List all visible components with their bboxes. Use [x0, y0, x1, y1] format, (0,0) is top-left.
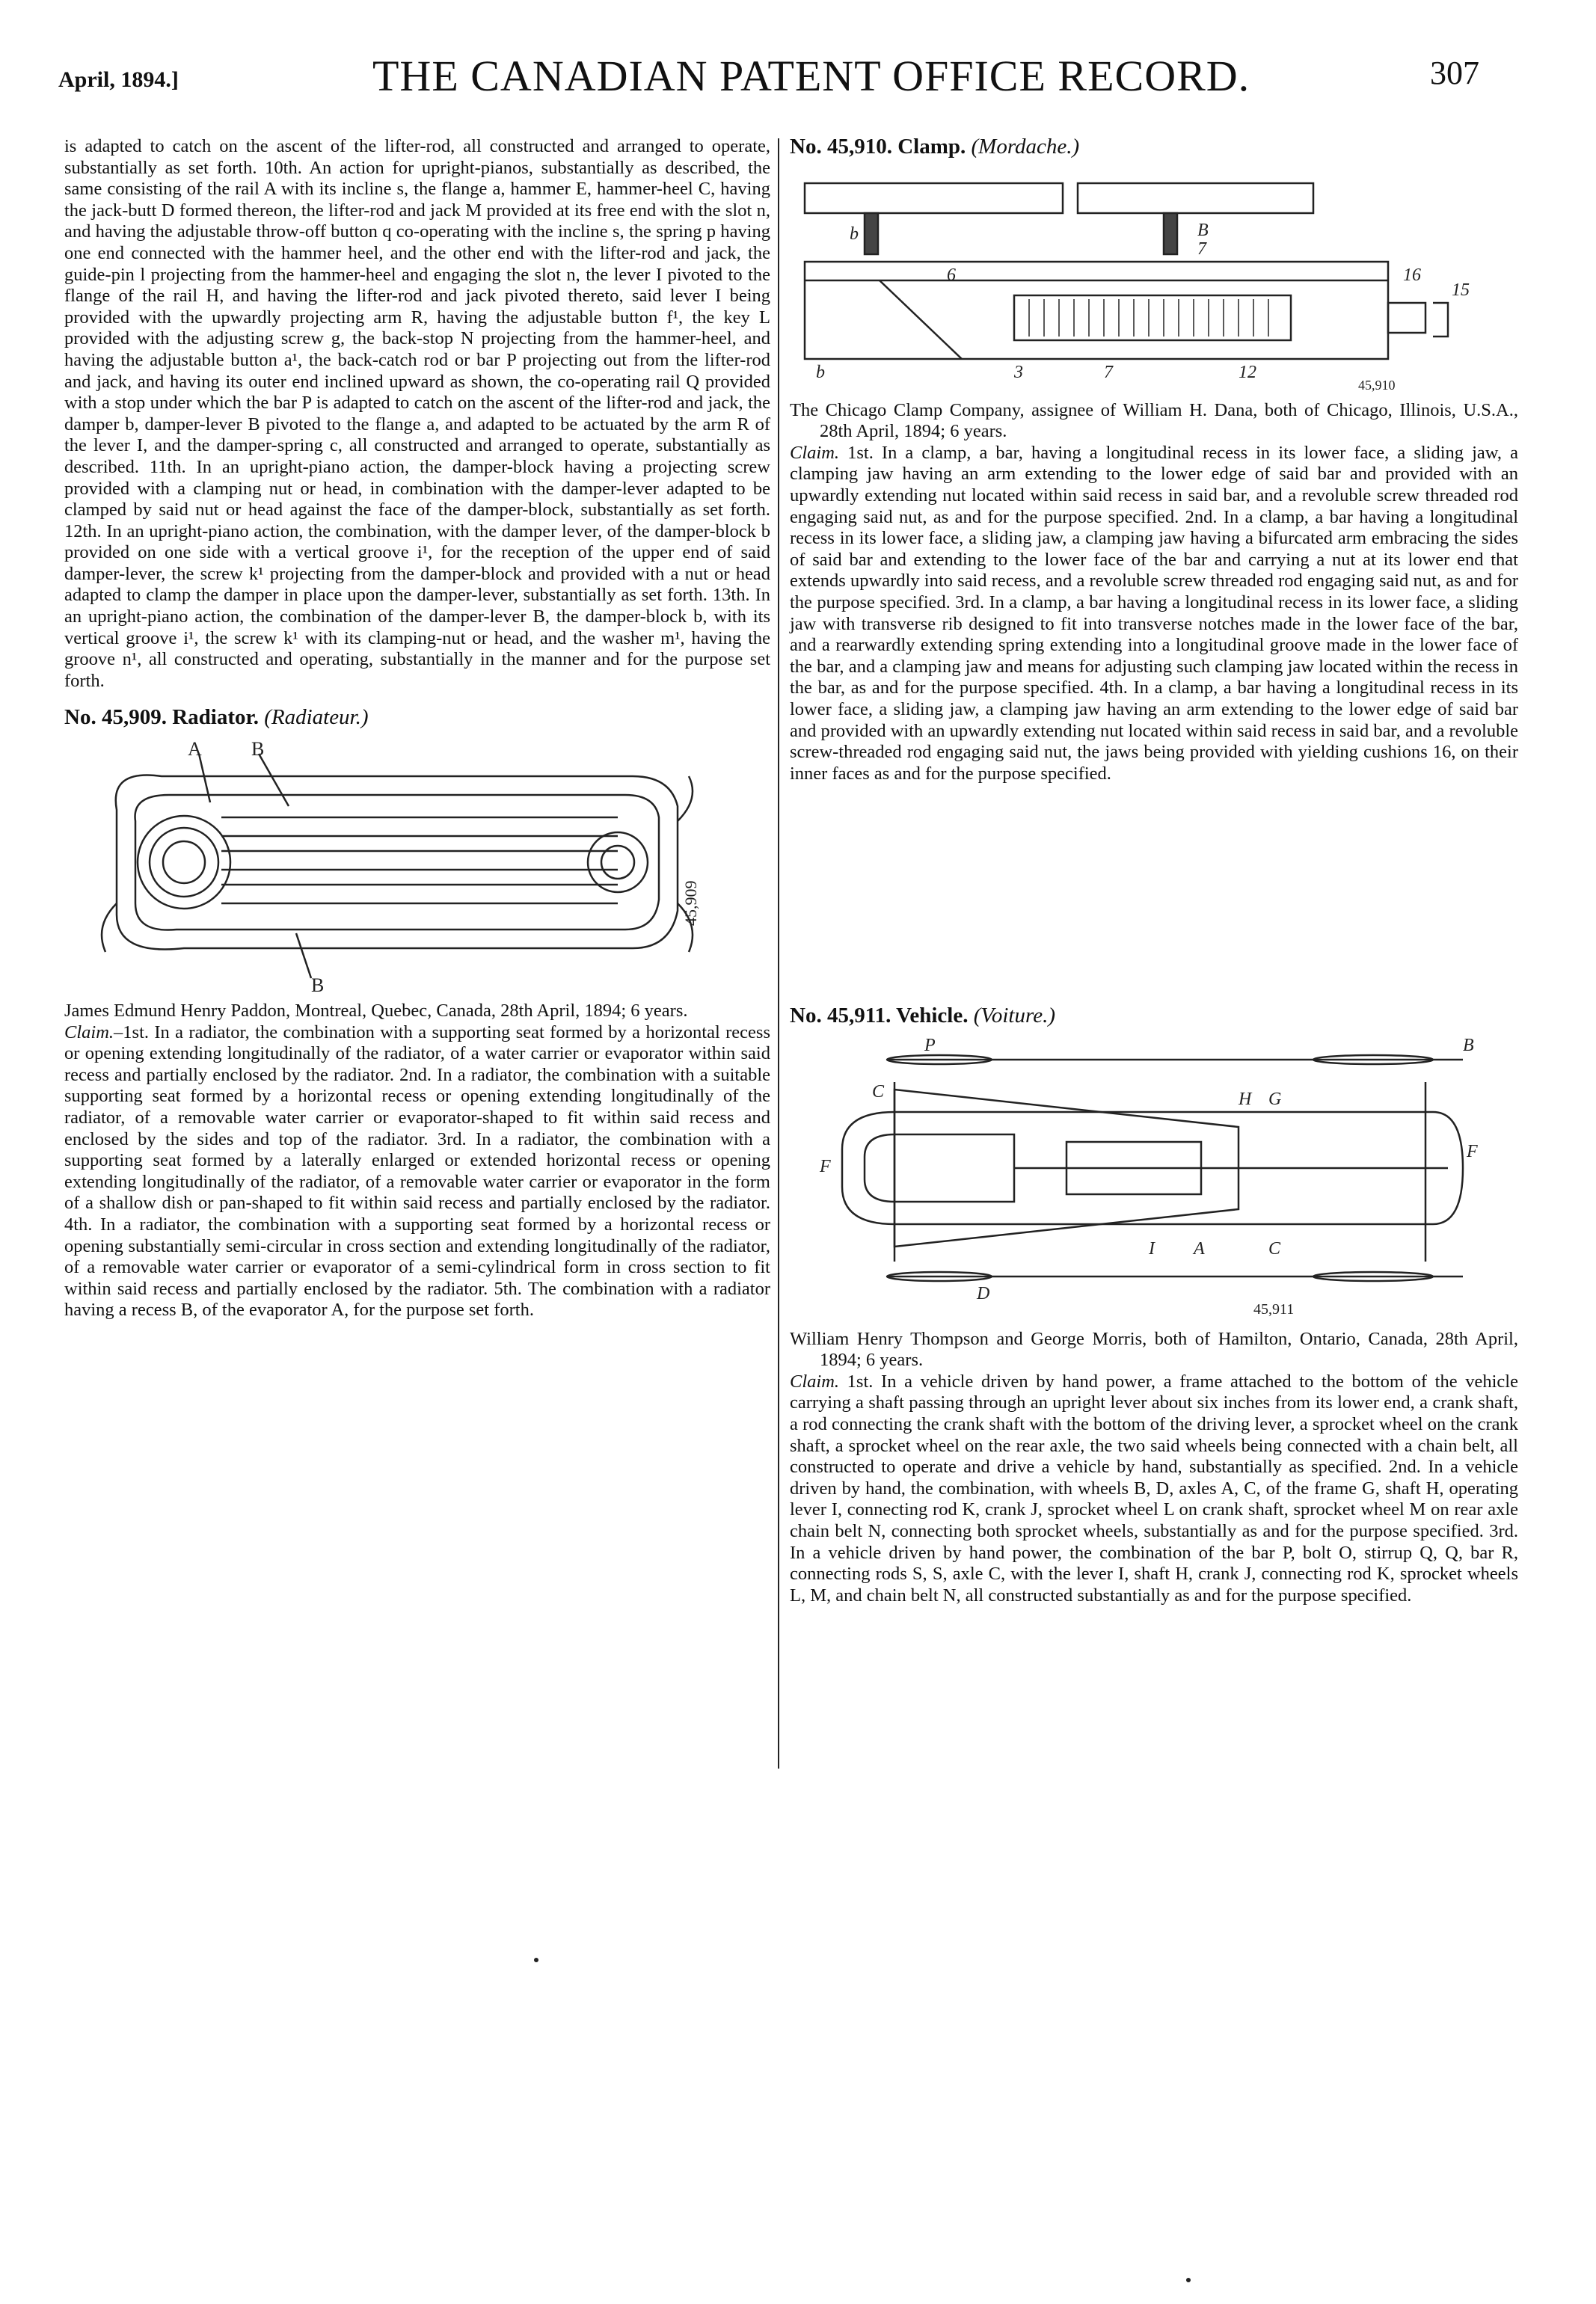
left-column [64, 136, 770, 1321]
fig-number: 45,910 [1358, 377, 1396, 393]
claim-continuation: is adapted to catch on the ascent of the lifter-rod, all constructed and arranged to operate, substantially as set forth. 10th. An action for upright-pianos, substantially as described, the same consisting of the rail A with its incline s, the flange a, hammer E, hammer-heel C, having the jack-butt D formed thereon, the lifter-rod and jack M provided at its free end with the slot n, and having the adjustable throw-off button q co-operating with the incline s, the spring p having one end connected with the hammer heel, and the other end with the lifter-rod and jack, the guide-pin l projecting from the hammer-heel and engaging the slot n, the lever I pivoted to the flange of the rail H, and having the lifter-rod and jack pivoted thereto, said lever I being provided with the upwardly projecting arm R, having the adjustable button f¹, the key L provided with the adjusting screw g, the back-stop N projecting from the hammer-heel, and having the adjustable button a¹, the back-catch rod or bar P projecting out from the lifter-rod and jack, and having its outer end inclined upward as shown, the co-operating rail Q provided with a stop under which the bar P is adapted to catch on the ascent of the lifter-rod and jack, the damper b, damper-lever B pivoted to the flange a, and adapted to be actuated by the arm R of the lever I, and the damper-spring c, all constructed and arranged to operate, substantially as described. 11th. In an upright-piano action, the damper-block having a projecting screw provided with a clamping nut or head, in combination with the damper-lever adapted to be clamped by said nut or head against the face of the damper-block, substantially as set forth. 12th. In an upright-piano action, the combination, with the damper lever, of the damper-block b provided on one side with a vertical groove i¹, for the reception of the upper end of said damper-lever, the screw k¹ projecting from the damper-block and provided with a nut or head adapted to clamp the damper in place upon the damper-lever, substantially as set forth. 13th. In an upright-piano action, the combination of the damper-lever B, the damper-block b, with its vertical groove i¹, the screw k¹ with its clamping-nut or head, and the washer m¹, having the groove n¹, all constructed and operating, substantially in the manner and for the purpose set forth. [64, 136, 770, 691]
fig-label: I [1149, 1238, 1155, 1259]
column-divider [778, 138, 779, 1769]
fig-label: 16 [1403, 265, 1421, 285]
fig-label: F [820, 1156, 831, 1176]
header-date: April, 1894.] [58, 67, 179, 92]
patent-french-title: (Radiateur.) [264, 705, 369, 730]
claim-text: 1st. In a clamp, a bar, having a longitudinal recess in its lower face, a sliding jaw, a clamping jaw having an arm extending to the lower edge of said bar and provided with an upwardly extending nut located within said recess in said bar, and a revoluble screw threaded rod engaging said nut, as and for the purpose specified. 2nd. In a clamp, a bar having a longitudinal recess in its lower face, a sliding jaw, a clamping jaw having a bifurcated arm embracing the sides of said bar and extending to the lower face of the bar and carrying a nut at its lower end that extends upwardly into said recess, and a revoluble screw threaded rod engaging said nut, as and for the purpose specified. 3rd. In a clamp, a bar having a longitudinal recess in its lower face, a sliding jaw with transverse rib designed to fit into transverse notches made in the lower face of the bar, and a rearwardly extending spring extending into a longitudinal groove made in the lower face of the bar, and a clamping jaw and means for adjusting such clamping jaw located within the recess in the bar, as and for the purpose specified. 4th. In a clamp, a bar having a longitudinal recess in its lower face, a sliding jaw, a clamping jaw having an arm extending to the lower edge of said bar and provided with an upwardly extending nut located within said recess in said bar, and a revoluble screw-threaded rod engaging said nut, the jaws being provided with yielding cushions 16, on their inner faces as and for the purpose specified. [790, 442, 1518, 784]
right-column-bottom [790, 1005, 1518, 1606]
fig-label: F [1467, 1141, 1478, 1161]
claim-label: Claim. [64, 1022, 114, 1042]
ink-speck [1186, 2278, 1191, 2282]
fig-label: D [977, 1283, 990, 1303]
fig-label: 15 [1452, 280, 1470, 300]
patent-45909-heading [64, 707, 770, 728]
fig-label-b2: B [311, 974, 325, 994]
claim-label: Claim. [790, 1371, 840, 1392]
patent-title: Clamp. [897, 135, 966, 159]
page-header [58, 45, 1479, 100]
patent-45909-assignee: James Edmund Henry Paddon, Montreal, Quebec, Canada, 28th April, 1894; 6 years. [64, 1001, 688, 1022]
ink-speck [534, 1958, 538, 1962]
patent-number: No. 45,910. [790, 135, 892, 159]
fig-label: A [1194, 1238, 1205, 1259]
fig-label: P [924, 1036, 936, 1055]
patent-45909-claim [64, 1022, 770, 1321]
fig-label: 7 [1197, 239, 1206, 259]
fig-label: G [1268, 1089, 1282, 1109]
patent-45910-claim [790, 443, 1518, 785]
fig-label: b [816, 362, 825, 382]
fig-label: 6 [947, 265, 956, 285]
clamp-figure [790, 168, 1508, 393]
header-page-number: 307 [1430, 55, 1479, 91]
patent-title: Radiator. [172, 705, 259, 730]
patent-45911-heading [790, 1005, 1518, 1027]
fig-label: B [1463, 1036, 1474, 1055]
vehicle-figure [790, 1037, 1508, 1321]
fig-label: 3 [1014, 362, 1023, 382]
patent-45910-heading [790, 136, 1518, 158]
claim-text: 1st. In a vehicle driven by hand power, a frame attached to the bottom of the vehicle carrying a shaft passing through an upright lever about six inches from its lower end, a crank shaft, a rod connecting the crank shaft with the bottom of the driving lever, a sprocket wheel on the crank shaft, a sprocket wheel on the rear axle, the two said wheels being connected with a chain belt, all constructed to operate and drive a vehicle by hand, substantially as specified. 2nd. In a vehicle driven by hand, the combination, with wheels B, D, axles A, C, of the frame G, shaft H, operating lever I, connecting rod K, crank J, sprocket wheel L on crank shaft, sprocket wheel M on rear axle chain belt N, connecting both sprocket wheels, substantially as and for the purpose specified. 3rd. In a vehicle driven by hand power, the combination of the bar P, bolt O, stirrup Q, Q, bar R, connecting rods S, S, axle C, with the lever I, shaft H, crank J, connecting rod K, sprocket wheels L, M, and chain belt N, all constructed substantially as and for the purpose specified. [790, 1371, 1518, 1606]
patent-number: No. 45,911. [790, 1004, 891, 1027]
radiator-figure [64, 739, 708, 993]
fig-number: 45,911 [1253, 1300, 1295, 1318]
patent-45911-claim [790, 1371, 1518, 1607]
patent-45911-assignee: William Henry Thompson and George Morris, both of Hamilton, Ontario, Canada, 28th April, 1894; 6 years. [790, 1328, 1518, 1371]
claim-label: Claim. [790, 442, 840, 463]
fig-label-a: A [188, 739, 202, 761]
claim-text: –1st. In a radiator, the combination with a supporting seat formed by a horizontal recess or opening extending longitudinally of the radiator, of a water carrier or evaporator within said recess and partially enclosed by the radiator. 2nd. In a radiator, the combination with a suitable supporting seat formed by a horizontal recess or opening extending longitudinally of the radiator, of a removable water carrier or evaporator-shaped to fit within said recess and enclosed by the sides and top of the radiator. 3rd. In a radiator, the combination with a supporting seat formed by a laterally enlarged or extended horizontal recess or opening extending longitudinally of the radiator, of a removable water carrier or evaporator in the form of a shallow dish or pan-shaped to fit within said recess and partially enclosed by the radiator. 4th. In a radiator, the combination with a supporting seat formed by a horizontal recess or opening substantially semi-circular in cross section and extending longitudinally of the radiator, of a removable water carrier or evaporator of a semi-cylindrical form in cross section to fit within said recess and partially enclosed by the radiator. 5th. The combination with a radiator having a recess B, of the evaporator A, for the purpose set forth. [64, 1022, 770, 1321]
fig-label: 7 [1104, 362, 1113, 382]
patent-number: No. 45,909. [64, 705, 167, 730]
fig-number: 45,909 [681, 880, 700, 927]
patent-french-title: (Mordache.) [971, 135, 1080, 159]
patent-french-title: (Voiture.) [973, 1004, 1055, 1027]
patent-title: Vehicle. [896, 1004, 969, 1027]
fig-label-b1: B [251, 739, 265, 761]
header-title: THE CANADIAN PATENT OFFICE RECORD. [372, 52, 1250, 100]
fig-label: B [1197, 220, 1209, 240]
fig-label: H [1239, 1089, 1252, 1109]
right-column-top [790, 136, 1518, 784]
patent-45910-assignee: The Chicago Clamp Company, assignee of William H. Dana, both of Chicago, Illinois, U.S.A., 28th April, 1894; 6 years. [790, 399, 1518, 442]
fig-label: b [850, 224, 859, 244]
fig-label: 12 [1239, 362, 1256, 382]
fig-label: C [872, 1081, 885, 1102]
fig-label: C [1268, 1238, 1281, 1259]
